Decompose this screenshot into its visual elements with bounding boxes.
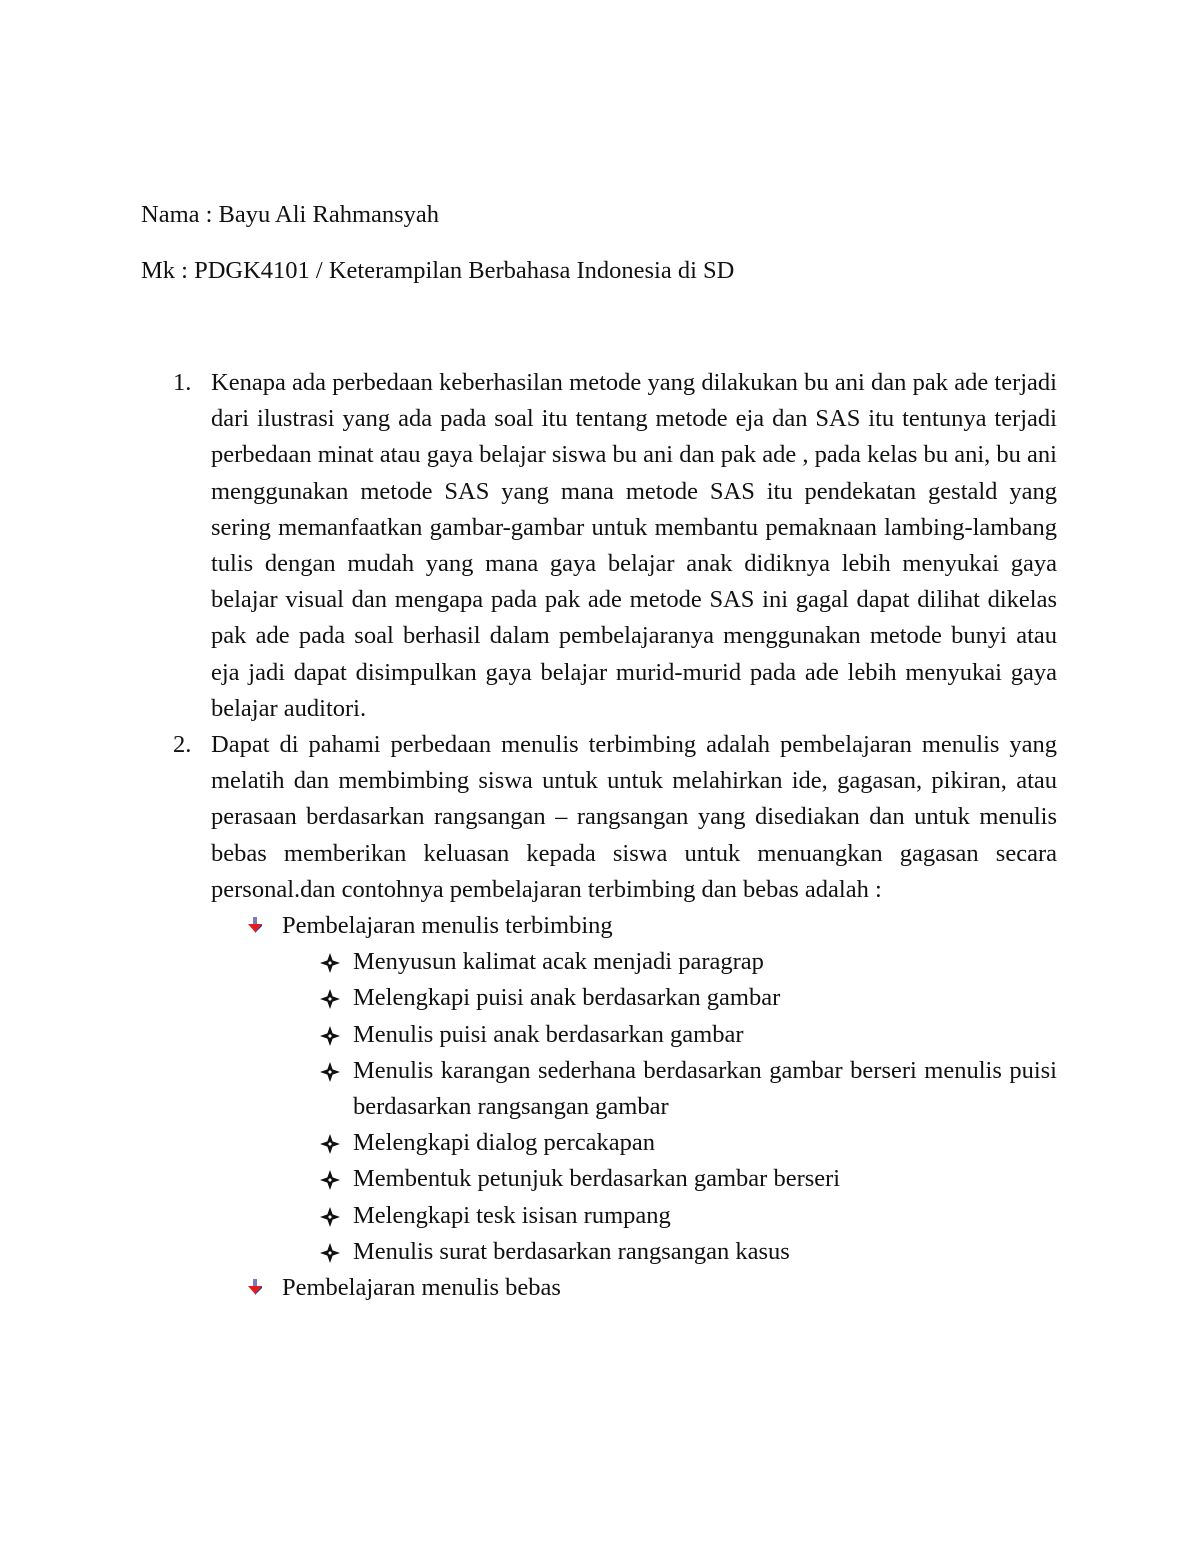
diamond-bullet-icon <box>320 1026 340 1046</box>
list-item-text: Menulis surat berdasarkan rangsangan kasus <box>353 1237 790 1265</box>
list-item <box>282 944 1057 980</box>
question-answer-text: Kenapa ada perbedaan keberhasilan metode yang dilakukan bu ani dan pak ade terjadi dari ilustrasi yang ada pada soal itu tentang metode eja dan SAS itu tentunya terjadi perbedaan minat atau gaya belajar siswa bu ani dan pak ade , pada kelas bu ani, bu ani menggunakan metode SAS yang mana metode SAS itu pendekatan gestald yang sering memanfaatkan gambar-gambar untuk membantu pemaknaan lambing-lambang tulis dengan mudah yang mana gaya belajar anak didiknya lebih menyukai gaya belajar visual dan mengapa pada pak ade metode SAS ini gagal dapat dilihat dikelas pak ade pada soal berhasil dalam pembelajaranya menggunakan metode bunyi atau eja jadi dapat disimpulkan gaya belajar murid-murid pada ade lebih menyukai gaya belajar auditori. <box>211 369 1057 722</box>
list-item-text: Menyusun kalimat acak menjadi paragrap <box>353 948 764 976</box>
question-item-1 <box>173 365 1057 727</box>
arrow-down-icon <box>247 917 263 933</box>
question-number: 2. <box>173 731 192 759</box>
diamond-bullet-icon <box>320 1170 340 1190</box>
arrow-down-icon <box>247 1279 263 1295</box>
list-item-text: Menulis puisi anak berdasarkan gambar <box>353 1020 744 1048</box>
diamond-bullet-icon <box>320 1134 340 1154</box>
diamond-bullet-icon <box>320 953 340 973</box>
diamond-bullet-icon <box>320 1207 340 1227</box>
list-item-text: Melengkapi dialog percakapan <box>353 1129 656 1157</box>
course-line: Mk : PDGK4101 / Keterampilan Berbahasa Indonesia di SD <box>141 257 735 284</box>
diamond-bullet-icon <box>320 1062 340 1082</box>
list-item-text: Membentuk petunjuk berdasarkan gambar berseri <box>353 1165 841 1193</box>
diamond-bullet-icon <box>320 989 340 1009</box>
list-item <box>282 1234 1057 1270</box>
list-item <box>282 1125 1057 1161</box>
category-item-guided <box>211 908 1057 1270</box>
question-answer-text: Dapat di pahami perbedaan menulis terbimbing adalah pembelajaran menulis yang melatih dan membimbing siswa untuk untuk melahirkan ide, gagasan, pikiran, atau perasaan berdasarkan rangsangan – rangsangan yang disediakan dan untuk menulis bebas memberikan keluasan kepada siswa untuk menuangkan gagasan secara personal.dan contohnya pembelajaran terbimbing dan bebas adalah : <box>211 731 1057 903</box>
student-name-line: Nama : Bayu Ali Rahmansyah <box>141 201 440 228</box>
category-list <box>211 908 1057 1306</box>
list-item <box>282 1053 1057 1125</box>
list-item <box>282 1198 1057 1234</box>
list-item-text: Melengkapi tesk isisan rumpang <box>353 1201 671 1229</box>
list-item <box>282 980 1057 1016</box>
diamond-bullet-icon <box>320 1243 340 1263</box>
category-item-free <box>211 1270 1057 1306</box>
category-title: Pembelajaran menulis terbimbing <box>282 912 613 940</box>
list-item <box>282 1161 1057 1197</box>
question-list <box>173 365 1057 1306</box>
list-item-text: Melengkapi puisi anak berdasarkan gambar <box>353 984 781 1012</box>
category-title: Pembelajaran menulis bebas <box>282 1274 561 1302</box>
question-number: 1. <box>173 369 192 396</box>
example-list <box>282 944 1057 1270</box>
question-item-2 <box>173 727 1057 1306</box>
list-item <box>282 1017 1057 1053</box>
list-item-text: Menulis karangan sederhana berdasarkan gambar berseri menulis puisi berdasarkan rangsangan gambar <box>353 1056 1057 1121</box>
